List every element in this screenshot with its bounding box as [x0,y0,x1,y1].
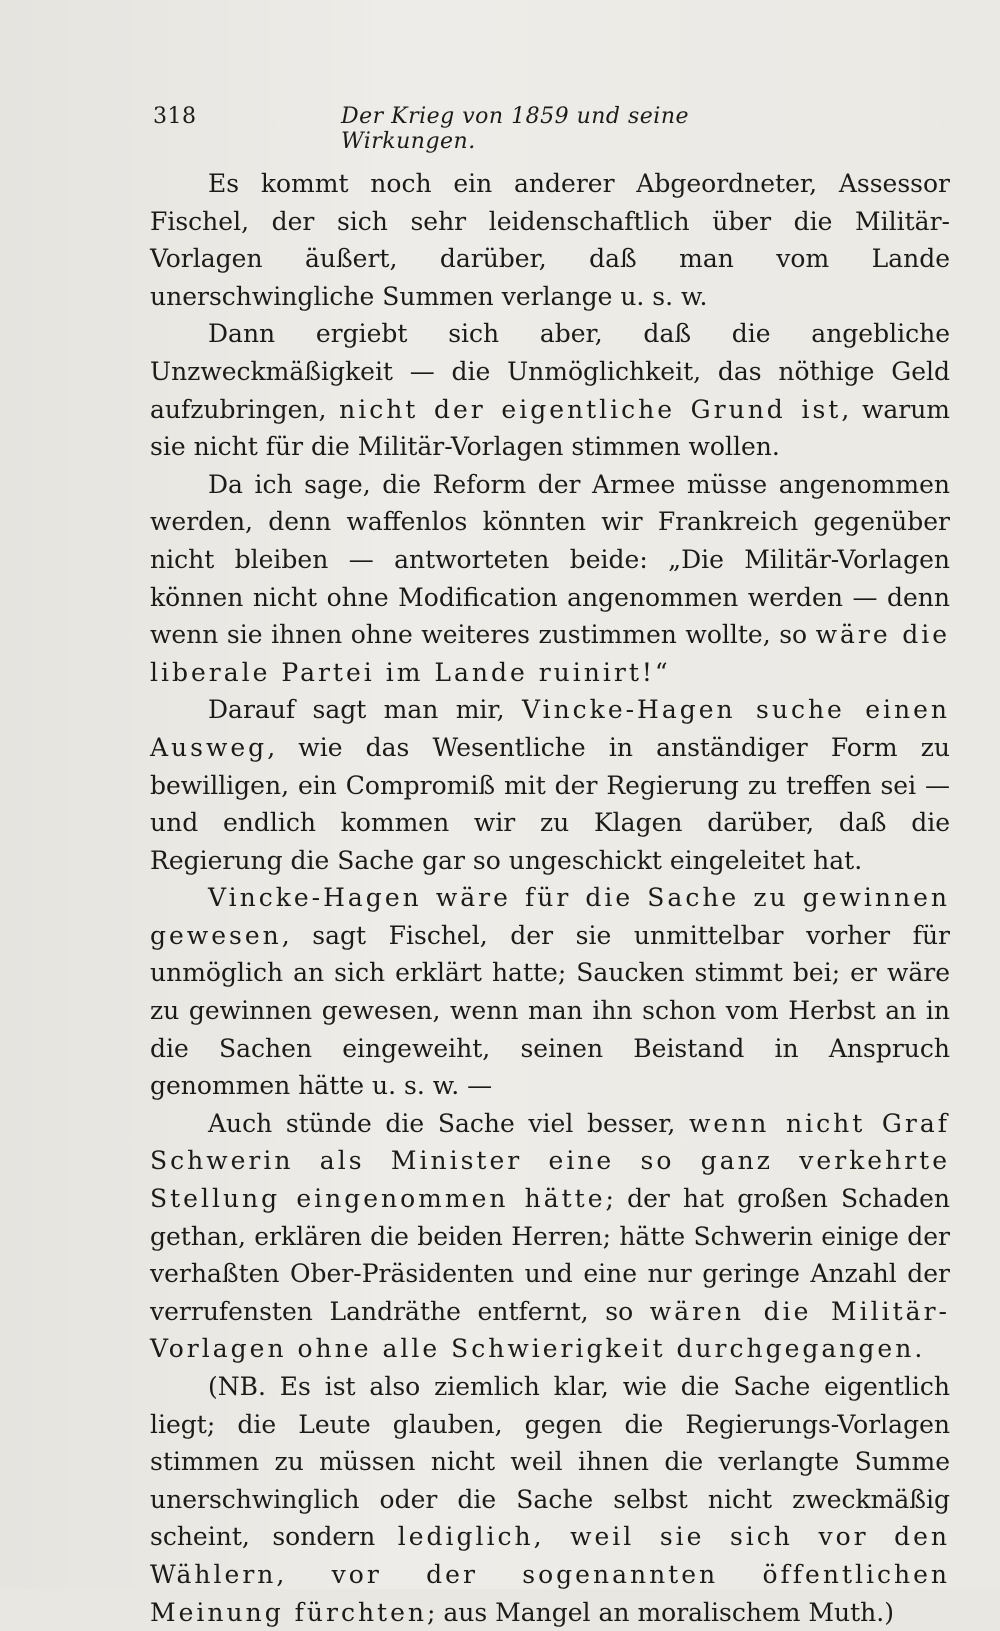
page-number: 318 [153,104,197,129]
paragraph-5: Vincke-Hagen wäre für die Sache zu gewinnen gewesen, sagt Fischel, der sie unmittelbar vorher für unmöglich an sich erklärt hatte; Saucken stimmt bei; er wäre zu gewinnen gewesen, wenn man ihn schon vom Herbst an in die Sachen eingeweiht, seinen Beistand in Anspruch genommen hätte u. s. w. — [150,883,950,1101]
spaced-emphasis: lediglich, weil sie sich vor den Wählern, vor der sogenannten öffentlichen Meinung fürchten [150,1522,951,1627]
page-header [153,104,793,154]
body-text [150,165,950,1631]
spaced-emphasis: Vincke-Hagen wäre für die Sache zu gewinnen gewesen [150,883,950,950]
spaced-emphasis: wäre die liberale Partei im Lande ruinirt! [150,620,950,687]
paragraph-6: Auch stünde die Sache viel besser, wenn nicht Graf Schwerin als Minister eine so ganz verkehrte Stellung eingenommen hätte; der hat großen Schaden gethan, erklären die beiden Herren; hätte Schwerin einige der verhaßten Ober-Präsidenten und eine nur geringe Anzahl der verrufensten Landräthe entfernt, so wären die Militär-Vorlagen ohne alle Schwierigkeit durchgegangen. [150,1108,950,1364]
paragraph-4: Darauf sagt man mir, Vincke-Hagen suche einen Ausweg, wie das Wesentliche in anständiger Form zu bewilligen, ein Compromiß mit der Regierung zu treffen sei — und endlich kommen wir zu Klagen darüber, daß die Regierung die Sache gar so ungeschickt eingeleitet hat. [150,695,950,875]
spaced-emphasis: Vincke-Hagen suche einen Ausweg [150,695,950,762]
spaced-emphasis: nicht der eigentliche Grund ist [339,394,842,424]
paragraph-7: (NB. Es ist also ziemlich klar, wie die Sache eigentlich liegt; die Leute glauben, gegen die Regierungs-Vorlagen stimmen zu müssen nicht weil ihnen die verlangte Summe unerschwinglich oder die Sache selbst nicht zweckmäßig scheint, sondern lediglich, weil sie sich vor den Wählern, vor der sogenannten öffentlichen Meinung fürchten; aus Mangel an moralischem Muth.) [150,1372,951,1627]
running-title: Der Krieg von 1859 und seine Wirkungen. [341,104,690,154]
paragraph-3: Da ich sage, die Reform der Armee müsse angenommen werden, denn waffenlos könnten wir Frankreich gegenüber nicht bleiben — antworteten beide: „Die Militär-Vorlagen können nicht ohne Modification angenommen werden — denn wenn sie ihnen ohne weiteres zustimmen wollte, so wäre die liberale Partei im Lande ruinirt!“ [150,469,950,687]
paragraph-2: Dann ergiebt sich aber, daß die angebliche Unzweckmäßigkeit — die Unmöglichkeit, das nöthige Geld aufzubringen, nicht der eigentliche Grund ist, warum sie nicht für die Militär-Vorlagen stimmen wollen. [150,319,951,462]
paragraph-1: Es kommt noch ein anderer Abgeordneter, Assessor Fischel, der sich sehr leidenschaftlich über die Militär-Vorlagen äußert, darüber, daß man vom Lande unerschwingliche Summen verlange u. s. w. [150,169,950,311]
spaced-emphasis: wenn nicht Graf Schwerin als Minister eine so ganz verkehrte Stellung eingenommen hätte [150,1108,950,1214]
spaced-emphasis: wären die Militär-Vorlagen ohne alle Schwierigkeit durchgegangen [150,1296,950,1364]
